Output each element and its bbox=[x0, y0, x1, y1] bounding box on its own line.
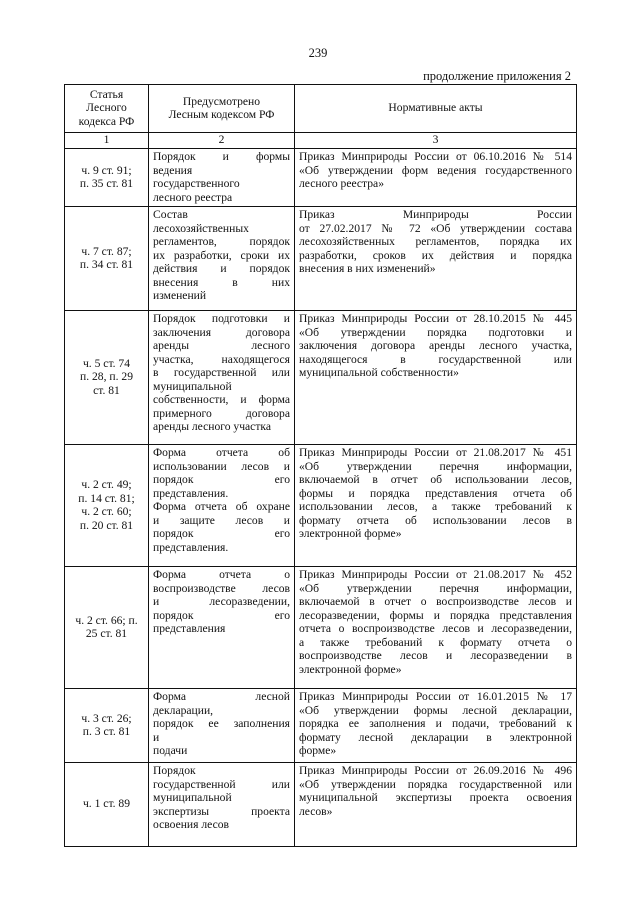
cell-line: ч. 3 ст. 26; bbox=[81, 711, 132, 725]
cell-line: «Об утверждении порядка подготовки и bbox=[299, 325, 572, 339]
cell-line: Форма отчета об bbox=[153, 446, 290, 459]
table-row bbox=[65, 149, 577, 207]
table-row bbox=[65, 763, 577, 847]
cell-line: «Об утверждении форм ведения государственного bbox=[299, 163, 572, 177]
cell-line: в государственной или bbox=[153, 366, 290, 379]
article-cell bbox=[65, 149, 149, 207]
cell-line: порядка ее заполнения и подачи, требований к bbox=[299, 717, 572, 730]
cell-line: электронной форме» bbox=[299, 662, 402, 676]
cell-line: действия и порядок bbox=[153, 262, 290, 275]
cell-line: порядок ее заполнения bbox=[153, 717, 290, 730]
cell-line: Лесного bbox=[86, 101, 127, 115]
cell-line: аренды лесного участка bbox=[153, 420, 271, 433]
column-number: 1 bbox=[65, 133, 149, 149]
provided-cell bbox=[149, 311, 295, 445]
cell-line: Порядок и формы bbox=[153, 150, 290, 163]
cell-line: освоения лесов bbox=[153, 818, 229, 831]
cell-line: порядок его bbox=[153, 527, 290, 540]
cell-line: муниципальной bbox=[153, 379, 232, 393]
column-number: 2 bbox=[149, 133, 295, 149]
cell-line: Приказ Минприроды России от 16.01.2015 № 17 bbox=[299, 690, 572, 703]
cell-line: Приказ Минприроды России bbox=[299, 208, 572, 221]
cell-line: а также требований к формату отчета о bbox=[299, 635, 572, 649]
cell-line: муниципальной экспертизы проекта освоения bbox=[299, 791, 572, 804]
cell-line: лесохозяйственных регламентов, порядка их bbox=[299, 235, 572, 248]
acts-cell bbox=[295, 689, 577, 763]
cell-line: разработки, сроков их действия и порядка bbox=[299, 248, 572, 262]
continuation-note: продолжение приложения 2 bbox=[423, 69, 571, 83]
cell-line: Нормативные акты bbox=[388, 101, 483, 115]
cell-line: Порядок подготовки и bbox=[153, 312, 290, 325]
article-cell bbox=[65, 311, 149, 445]
acts-cell bbox=[295, 311, 577, 445]
header-acts bbox=[295, 85, 577, 133]
cell-line: ч. 7 ст. 87; bbox=[81, 244, 132, 258]
cell-line: изменений bbox=[153, 289, 207, 302]
acts-cell bbox=[295, 207, 577, 311]
cell-line: формату отчета об использовании лесов в bbox=[299, 513, 572, 527]
cell-line: использовании лесов и bbox=[153, 459, 290, 473]
cell-line: ч. 9 ст. 91; bbox=[81, 163, 132, 177]
acts-cell bbox=[295, 445, 577, 567]
provided-cell bbox=[149, 567, 295, 689]
cell-line: формату лесной декларации в электронной bbox=[299, 730, 572, 744]
cell-line: Приказ Минприроды России от 21.08.2017 № 452 bbox=[299, 568, 572, 581]
cell-line: п. 3 ст. 81 bbox=[82, 725, 131, 738]
cell-line: заключения договора bbox=[153, 325, 290, 339]
article-cell bbox=[65, 567, 149, 689]
table-row bbox=[65, 689, 577, 763]
cell-line: примерного договора bbox=[153, 406, 290, 420]
acts-cell bbox=[295, 763, 577, 847]
header-provided bbox=[149, 85, 295, 133]
cell-line: и лесоразведении, bbox=[153, 595, 290, 608]
cell-line: Форма лесной bbox=[153, 690, 290, 703]
cell-line: п. 20 ст. 81 bbox=[79, 518, 134, 532]
acts-cell bbox=[295, 567, 577, 689]
cell-line: отчета о воспроизводстве лесов и лесоразведении, bbox=[299, 622, 572, 635]
provided-cell bbox=[149, 763, 295, 847]
cell-line: муниципальной bbox=[153, 791, 232, 804]
provided-cell bbox=[149, 149, 295, 207]
cell-line: ч. 1 ст. 89 bbox=[82, 797, 131, 811]
cell-line: лесохозяйственных bbox=[153, 221, 249, 235]
cell-line: участка, находящегося bbox=[153, 352, 290, 366]
cell-line: воспроизводстве лесов bbox=[153, 581, 290, 595]
cell-line: Лесным кодексом РФ bbox=[168, 108, 275, 121]
cell-line: лесного реестра» bbox=[299, 177, 385, 190]
cell-line: включаемой в отчет об использовании лесов, bbox=[299, 473, 572, 486]
cell-line: и защите лесов и bbox=[153, 513, 290, 527]
cell-line: муниципальной собственности» bbox=[299, 366, 459, 379]
cell-line: государственной или bbox=[153, 777, 290, 791]
cell-line: ч. 5 ст. 74 bbox=[82, 356, 131, 370]
cell-line: ст. 81 bbox=[93, 383, 120, 397]
cell-line: ч. 2 ст. 66; п. bbox=[75, 613, 138, 627]
cell-line: Форма отчета об охране bbox=[153, 500, 290, 513]
cell-line: внесения в них bbox=[153, 275, 290, 289]
cell-line: п. 28, п. 29 bbox=[80, 370, 133, 384]
table-row bbox=[65, 207, 577, 311]
cell-line: 25 ст. 81 bbox=[85, 627, 128, 640]
table-row bbox=[65, 311, 577, 445]
cell-line: воспроизводстве лесов и лесоразведении в bbox=[299, 649, 572, 662]
column-number: 3 bbox=[295, 133, 577, 149]
cell-line: находящегося в государственной или bbox=[299, 352, 572, 366]
cell-line: форме» bbox=[299, 744, 337, 757]
cell-line: «Об утверждении перечня информации, bbox=[299, 459, 572, 473]
cell-line: порядок его bbox=[153, 473, 290, 486]
cell-line: внесения в них изменений» bbox=[299, 262, 436, 275]
article-cell bbox=[65, 207, 149, 311]
cell-line: Приказ Минприроды России от 26.09.2016 № 496 bbox=[299, 764, 572, 777]
article-cell bbox=[65, 445, 149, 567]
cell-line: собственности, и форма bbox=[153, 393, 290, 406]
cell-line: аренды лесного bbox=[153, 339, 290, 352]
cell-line: кодекса РФ bbox=[78, 114, 135, 128]
cell-line: лесного реестра bbox=[153, 190, 233, 204]
cell-line: Форма отчета о bbox=[153, 568, 290, 581]
cell-line: Состав bbox=[153, 208, 188, 221]
cell-line: включаемой в отчет о воспроизводстве лесов и bbox=[299, 595, 572, 608]
cell-line: представления. bbox=[153, 540, 229, 554]
cell-line: ч. 2 ст. 60; bbox=[81, 505, 132, 518]
provided-cell bbox=[149, 689, 295, 763]
cell-line: лесов» bbox=[299, 804, 333, 818]
cell-line: «Об утверждении порядка государственной или bbox=[299, 777, 572, 791]
cell-line: «Об утверждении формы лесной декларации, bbox=[299, 703, 572, 717]
cell-line: формы и порядка представления отчета об bbox=[299, 486, 572, 500]
table-row bbox=[65, 445, 577, 567]
cell-line: Приказ Минприроды России от 28.10.2015 № 445 bbox=[299, 312, 572, 325]
cell-line: Приказ Минприроды России от 21.08.2017 № 451 bbox=[299, 446, 572, 459]
cell-line: ч. 2 ст. 49; bbox=[81, 478, 132, 491]
table-row bbox=[65, 567, 577, 689]
cell-line: от 27.02.2017 № 72 «Об утверждении состава bbox=[299, 221, 572, 235]
cell-line: подачи bbox=[153, 744, 188, 757]
cell-line: представления. bbox=[153, 486, 229, 500]
cell-line: лесоразведении, формы и порядка представления bbox=[299, 608, 572, 622]
cell-line: «Об утверждении перечня информации, bbox=[299, 581, 572, 595]
normative-acts-table bbox=[64, 84, 577, 847]
cell-line: порядок его bbox=[153, 608, 290, 622]
cell-line: ведения bbox=[153, 163, 193, 177]
header-article bbox=[65, 85, 149, 133]
cell-line: п. 14 ст. 81; bbox=[78, 491, 135, 505]
cell-line: Порядок bbox=[153, 764, 196, 777]
cell-line: регламентов, порядок bbox=[153, 235, 290, 248]
cell-line: электронной форме» bbox=[299, 527, 402, 540]
page-number: 239 bbox=[308, 46, 328, 60]
article-cell bbox=[65, 763, 149, 847]
cell-line: п. 34 ст. 81 bbox=[79, 258, 134, 271]
cell-line: Предусмотрено bbox=[182, 94, 261, 108]
cell-line: экспертизы проекта bbox=[153, 804, 290, 818]
cell-line: декларации, bbox=[153, 703, 214, 717]
cell-line: и bbox=[153, 730, 160, 744]
cell-line: Приказ Минприроды России от 06.10.2016 № 514 bbox=[299, 150, 572, 163]
cell-line: их разработки, сроки их bbox=[153, 248, 290, 262]
article-cell bbox=[65, 689, 149, 763]
column-number-row bbox=[65, 133, 577, 149]
cell-line: заключения договора аренды лесного участка, bbox=[299, 339, 572, 352]
cell-line: использовании лесов, а также требований к bbox=[299, 500, 572, 513]
provided-cell bbox=[149, 207, 295, 311]
cell-line: представления bbox=[153, 622, 226, 635]
cell-line: п. 35 ст. 81 bbox=[79, 177, 134, 190]
cell-line: государственного bbox=[153, 177, 240, 190]
cell-line: Статья bbox=[89, 87, 124, 101]
acts-cell bbox=[295, 149, 577, 207]
table-header-row bbox=[65, 85, 577, 133]
provided-cell bbox=[149, 445, 295, 567]
